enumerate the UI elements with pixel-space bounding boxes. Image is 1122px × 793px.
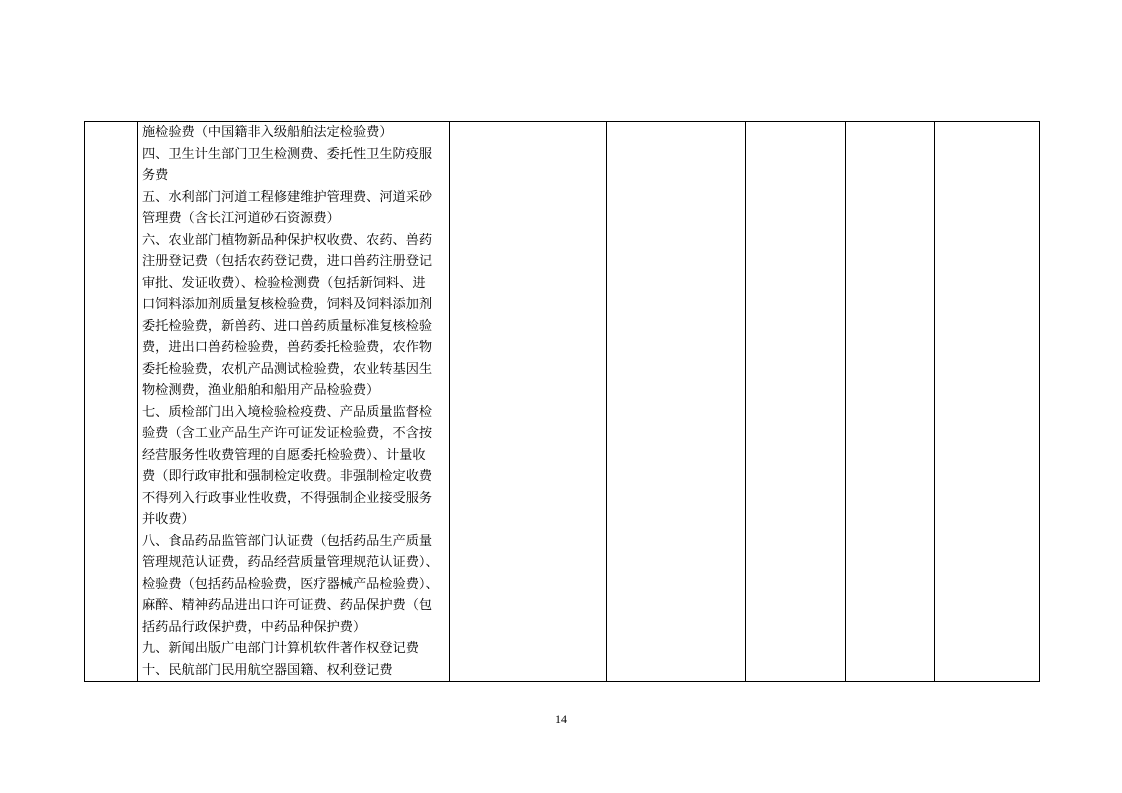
table-cell-fee-items — [138, 122, 450, 682]
fee-item-line: 审批、发证收费）、检验检测费（包括新饲料、进 — [142, 275, 426, 291]
fee-item-line: 四、卫生计生部门卫生检测费、委托性卫生防疫服 — [142, 146, 433, 162]
fee-item-line: 十、民航部门民用航空器国籍、权利登记费 — [142, 662, 393, 678]
fee-table — [84, 121, 1040, 682]
page-number: 14 — [555, 712, 567, 726]
fee-item-line: 管理费（含长江河道砂石资源费） — [142, 211, 340, 226]
fee-item-line: 管理规范认证费，药品经营质量管理规范认证费）、 — [142, 555, 439, 570]
fee-item-line: 并收费） — [142, 512, 195, 527]
fee-item-line: 费，进出口兽药检验费，兽药委托检验费，农作物 — [142, 340, 433, 355]
fee-item-line: 验费（含工业产品生产许可证发证检验费，不含按 — [142, 426, 433, 441]
table-cell-empty — [746, 122, 846, 682]
fee-item-line: 经营服务性收费管理的自愿委托检验费）、计量收 — [142, 447, 426, 463]
fee-item-line: 五、水利部门河道工程修建维护管理费、河道采砂 — [142, 189, 433, 205]
fee-item-line: 六、农业部门植物新品种保护权收费、农药、兽药 — [142, 232, 433, 248]
fee-item-line: 费（即行政审批和强制检定收费。非强制检定收费 — [142, 469, 433, 484]
fee-item-line: 委托检验费，新兽药、进口兽药质量标准复核检验 — [142, 318, 433, 334]
fee-item-line: 委托检验费，农机产品测试检验费，农业转基因生 — [142, 361, 433, 377]
fee-item-line: 九、新闻出版广电部门计算机软件著作权登记费 — [142, 641, 419, 656]
fee-item-line: 麻醉、精神药品进出口许可证费、药品保护费（包 — [142, 598, 433, 613]
table-cell-empty — [935, 122, 1040, 682]
fee-item-line: 检验费（包括药品检验费，医疗器械产品检验费）、 — [142, 576, 439, 592]
fee-item-line: 括药品行政保护费，中药品种保护费） — [142, 619, 367, 635]
table-cell-empty — [607, 122, 746, 682]
fee-item-line: 不得列入行政事业性收费，不得强制企业接受服务 — [142, 490, 433, 506]
fee-item-line: 七、质检部门出入境检验检疫费、产品质量监督检 — [142, 404, 433, 420]
table-cell-empty — [450, 122, 607, 682]
fee-item-line: 务费 — [142, 168, 169, 183]
fee-item-line: 物检测费，渔业船舶和船用产品检验费） — [142, 383, 380, 398]
table-cell-empty — [846, 122, 935, 682]
fee-item-line: 施检验费（中国籍非入级船舶法定检验费） — [142, 125, 393, 140]
fee-item-line: 口饲料添加剂质量复核检验费，饲料及饲料添加剂 — [142, 297, 433, 312]
fee-item-line: 注册登记费（包括农药登记费，进口兽药注册登记 — [142, 254, 433, 269]
table-row — [85, 122, 1040, 682]
fee-item-line: 八、食品药品监管部门认证费（包括药品生产质量 — [142, 533, 433, 549]
table-cell-index — [85, 122, 138, 682]
